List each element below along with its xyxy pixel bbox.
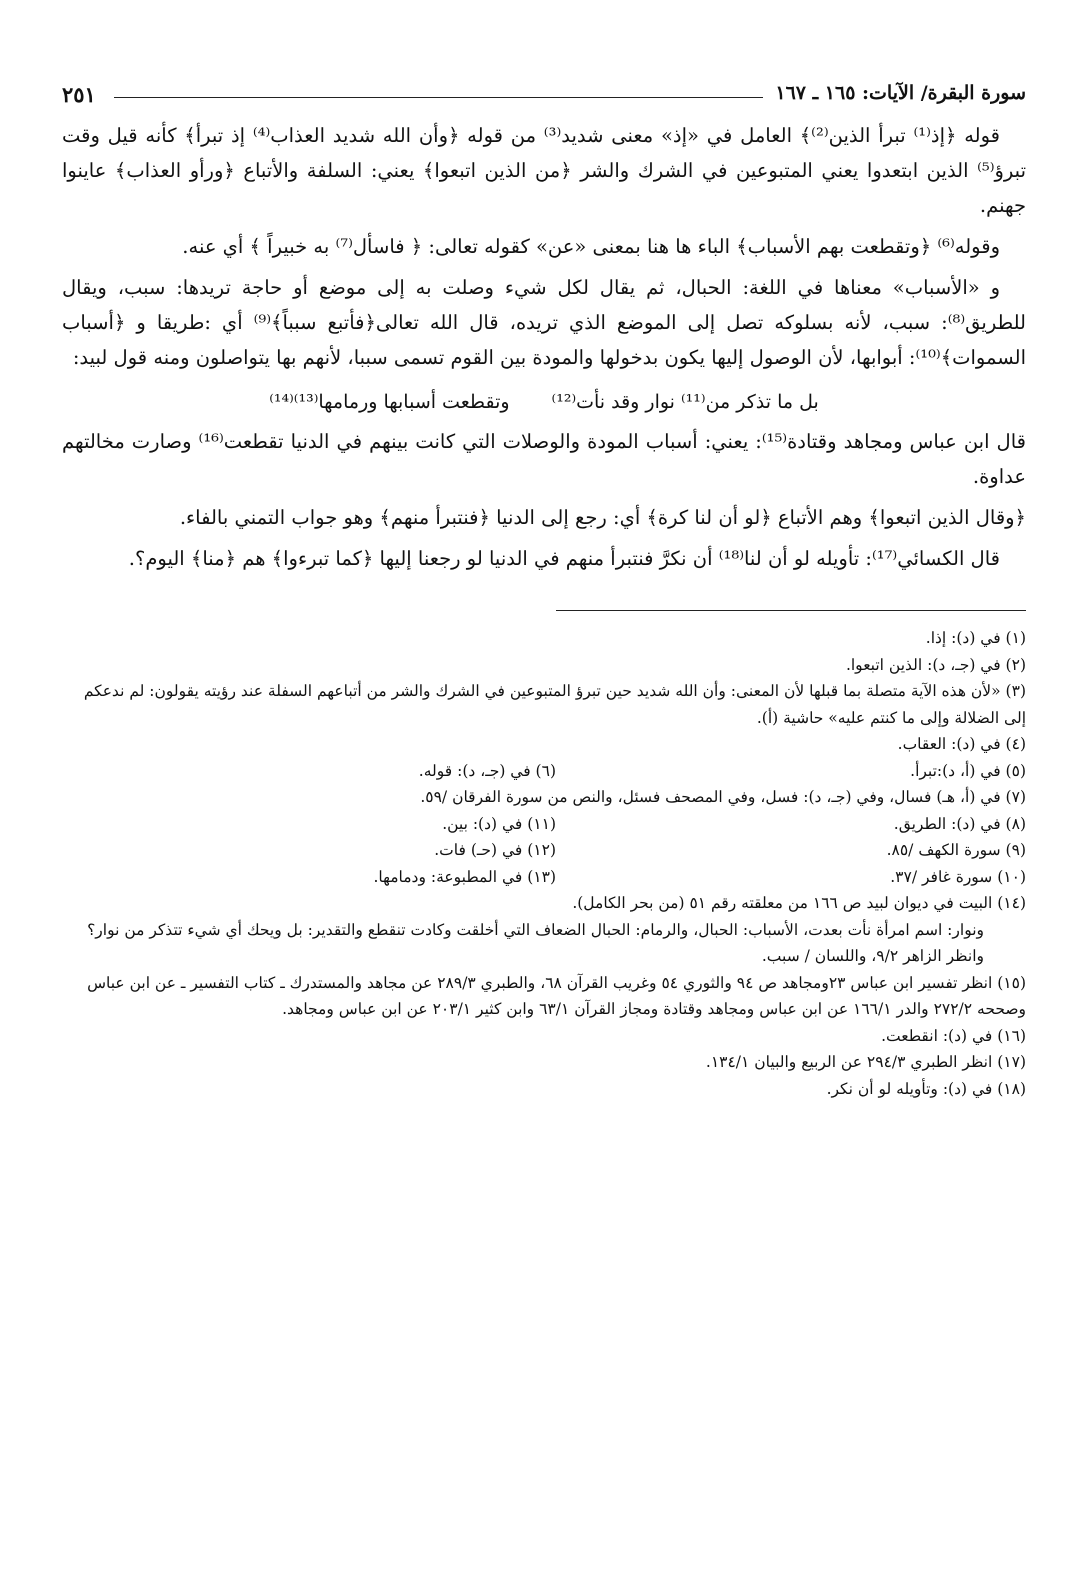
footnote: (٥) في (أ، د):تبرأ. (910, 761, 1026, 780)
footnote: (١٣) في المطبوعة: ودمامها. (373, 867, 556, 886)
footnote: (١٤) البيت في ديوان لبيد ص ١٦٦ من معلقته رقم ٥١ (من بحر الكامل). (572, 894, 1026, 912)
header-rule (114, 82, 764, 98)
paragraph: قال الكسائي⁽¹⁷⁾: تأويله لو أن لنا⁽¹⁸⁾ أن نكرَّ فنتبرأ منهم في الدنيا لو رجعنا إليها ﴿كما تبرءوا﴾ هم ﴿منا﴾ اليوم؟. (128, 547, 1000, 570)
paragraph: قوله ﴿إذ⁽¹⁾ تبرأ الذين⁽²⁾﴾ العامل في «إذ» معنى شديد⁽³⁾ من قوله ﴿وأن الله شديد العذاب⁽⁴⁾ إذ تبرأ﴾ كأنه قيل وقت تبرؤ⁽⁵⁾ الذين ابتعدوا يعني المتبوعين في الشرك والشر ﴿من الذين اتبعوا﴾ يعني: السلفة والأتباع ﴿ورأو العذاب﴾ عاينوا جهنم. (62, 124, 1026, 217)
verse-second-hemistich: وتقطعت أسبابها ورمامها⁽¹³⁾⁽¹⁴⁾ (269, 391, 510, 413)
footnote: (٧) في (أ، هـ) فسال، وفي (جـ، د): فسل، وفي المصحف فسئل، والنص من سورة الفرقان /٥٩. (420, 788, 1026, 806)
footnote: (٨) في (د): الطريق. (893, 814, 1026, 833)
footnote: (١) في (د): إذا. (925, 629, 1026, 647)
footnote: (١٥) انظر تفسير ابن عباس ٢٣ومجاهد ص ٩٤ والثوري ٥٤ وغريب القرآن ٦٨، والطبري ٢٨٩/٣ عن مجاهد والمستدرك ـ كتاب التفسير ـ عن ابن عباس وصححه ٢٧٢/٢ والدر ١٦٦/١ عن ابن عباس ومجاهد وقتادة ومجاز القرآن ٦٣/١ وابن كثير ٢٠٣/١ عن ابن عباس ومجاهد. (87, 973, 1026, 1018)
paragraph: وقوله⁽⁶⁾ ﴿وتقطعت بهم الأسباب﴾ الباء ها هنا بمعنى «عن» كقوله تعالى: ﴿ فاسأل⁽⁷⁾ به خبيراً ﴾ أي عنه. (182, 235, 1000, 258)
book-page (62, 82, 1026, 1522)
footnote: (١١) في (د): بين. (442, 814, 556, 833)
paragraph: و «الأسباب» معناها في اللغة: الحبال، ثم يقال لكل شيء وصلت به إلى موضع أو حاجة تريدها: سبب، ويقال للطريق⁽⁸⁾: سبب، لأنه بسلوكه تصل إلى الموضع الذي تريده، قال الله تعالى﴿فأتبع سبباً﴾⁽⁹⁾ أي :طريقا و ﴿أسباب السموات﴾⁽¹⁰⁾: أبوابها، لأن الوصول إليها يكون بدخولها والمودة بين القوم تسمى سببا، لأنهم بها يتواصلون ومنه قول لبيد: (62, 276, 1026, 369)
surah-title: سورة البقرة/ الآيات: ١٦٥ ـ ١٦٧ (775, 82, 1026, 104)
footnote: (١٠) سورة غافر /٣٧. (890, 867, 1026, 886)
footnote-continuation: ونوار: اسم امرأة نأت بعدت، الأسباب: الحبال، والرمام: الحبال الضعاف التي أخلقت وكادت تنقطع والتقدير: بل ويحك أي شيء تتذكر من نوار؟ وانظر الزاهر ٩/٢، واللسان / سبب. (87, 920, 984, 965)
footnote-separator (556, 610, 1026, 611)
footnote: (٢) في (جـ، د): الذين اتبعوا. (845, 655, 1026, 674)
footnote: (٩) سورة الكهف /٨٥. (886, 841, 1026, 859)
main-text (62, 118, 1026, 576)
footnote-row (62, 837, 1026, 864)
footnote-row (62, 864, 1026, 891)
paragraph: قال ابن عباس ومجاهد وقتادة⁽¹⁵⁾: يعني: أسباب المودة والوصلات التي كانت بينهم في الدنيا تقطعت⁽¹⁶⁾ وصارت مخالتهم عداوة. (62, 430, 1026, 488)
verse-first-hemistich: بل ما تذكر من⁽¹¹⁾ نوار وقد نأت⁽¹²⁾ (551, 391, 819, 413)
footnote-row (62, 811, 1026, 838)
footnote: (١٨) في (د): وتأويله لو أن نكر. (826, 1079, 1026, 1098)
footnotes (62, 625, 1026, 1102)
page-number: ٢٥١ (62, 82, 96, 107)
poetry-verse (62, 385, 1026, 420)
running-header (62, 82, 1026, 118)
footnote: (١٦) في (د): انقطعت. (881, 1026, 1026, 1045)
footnote: (٣) «لأن هذه الآية متصلة بما قبلها لأن المعنى: وأن الله شديد حين تبرؤ المتبوعين في الشرك والشر من أتباعهم السفلة عند رؤيته يقولون: لم ندعكم إلى الضلالة وإلى ما كنتم عليه» حاشية (أ). (83, 682, 1026, 727)
footnote: (٤) في (د): العقاب. (897, 735, 1026, 753)
footnote-row (62, 758, 1026, 785)
footnote: (١٧) انظر الطبري ٢٩٤/٣ عن الربيع والبيان ١٣٤/١. (705, 1053, 1026, 1071)
footnote: (٦) في (جـ، د): قوله. (418, 761, 556, 780)
paragraph: ﴿وقال الذين اتبعوا﴾ وهم الأتباع ﴿لو أن لنا كرة﴾ أي: رجع إلى الدنيا ﴿فنتبرأ منهم﴾ وهو جواب التمني بالفاء. (179, 506, 1026, 529)
footnote: (١٢) في (حـ) فات. (434, 841, 556, 859)
